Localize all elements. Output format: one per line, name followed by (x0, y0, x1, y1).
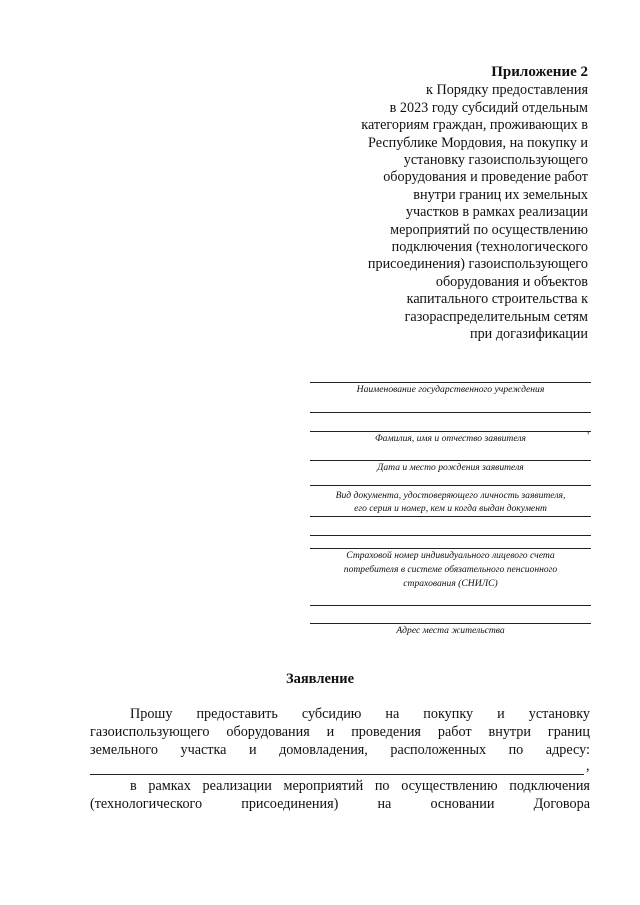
blank-line (310, 535, 591, 536)
body-word: Договора (533, 796, 590, 812)
address-caption: Адрес места жительства (396, 625, 505, 636)
institution-line (310, 382, 591, 383)
body-word: и (497, 706, 505, 722)
appendix-line: Республике Мордовия, на покупку и (368, 134, 588, 151)
body-word: оборудования (226, 724, 310, 740)
body-word: покупку (423, 706, 474, 722)
body-word: на (377, 796, 392, 812)
id-doc-caption-2: его серия и номер, кем и когда выдан документ (354, 503, 547, 514)
body-line-2 (90, 724, 590, 741)
address-fill-line (90, 774, 584, 775)
appendix-title: Приложение 2 (491, 64, 588, 80)
body-word: работ (437, 724, 472, 740)
appendix-line: газораспределительным сетям (404, 308, 588, 325)
body-word: по (374, 778, 390, 794)
body-word: земельного (90, 742, 158, 758)
statement-heading: Заявление (285, 671, 355, 687)
appendix-line: оборудования и объектов (435, 273, 588, 290)
body-line-3 (90, 742, 590, 759)
body-word: основании (430, 796, 495, 812)
appendix-line: внутри границ их земельных (413, 186, 588, 203)
body-word: расположенных (390, 742, 487, 758)
body-line-5 (130, 778, 590, 795)
body-word: и (326, 724, 335, 740)
appendix-line: подключения (технологического (391, 239, 588, 256)
body-word: мероприятий (283, 778, 364, 794)
body-word: газоиспользующего (90, 724, 210, 740)
body-word: на (385, 706, 400, 722)
body-word: присоединения) (241, 796, 339, 812)
appendix-line: категориям граждан, проживающих в (361, 117, 588, 134)
appendix-line: мероприятий по осуществлению (390, 221, 588, 238)
fill-comma: , (586, 758, 590, 774)
id-doc-underline (310, 516, 591, 517)
appendix-line: установку газоиспользующего (403, 152, 588, 169)
appendix-line: участков в рамках реализации (405, 204, 588, 221)
body-word: установку (528, 706, 590, 722)
body-line-6 (90, 796, 590, 813)
appendix-line: присоединения) газоиспользующего (367, 256, 588, 273)
body-word: подключения (509, 778, 590, 794)
appendix-line: в 2023 году субсидий отдельным (389, 99, 588, 116)
body-word: Прошу (130, 706, 173, 722)
body-word: предоставить (196, 706, 278, 722)
body-word: проведения (351, 724, 421, 740)
snils-caption-1: Страховой номер индивидуального лицевого счета (346, 550, 555, 561)
body-word: субсидию (301, 706, 362, 722)
appendix-line: при догазификации (470, 326, 588, 343)
appendix-block (288, 64, 588, 344)
body-word: в (130, 778, 137, 794)
body-word: рамках (148, 778, 191, 794)
body-word: осуществлению (401, 778, 498, 794)
stray-mark: ' (587, 431, 589, 442)
appendix-line: к Порядку предоставления (426, 82, 588, 99)
blank-line (310, 605, 591, 606)
birth-line (310, 460, 591, 461)
address-line (310, 623, 591, 624)
body-word: границ (547, 724, 590, 740)
birth-caption: Дата и место рождения заявителя (377, 462, 524, 473)
institution-caption: Наименование государственного учреждения (356, 384, 545, 395)
id-doc-line (310, 485, 591, 486)
snils-caption-3: страхования (СНИЛС) (403, 578, 498, 589)
body-word: домовладения, (279, 742, 368, 758)
body-word: внутри (488, 724, 531, 740)
body-word: и (248, 742, 257, 758)
body-line-1 (130, 706, 590, 723)
appendix-line: капитального строительства к (406, 291, 588, 308)
name-line (310, 431, 591, 432)
name-caption: Фамилия, имя и отчество заявителя (374, 433, 527, 444)
body-word: участка (180, 742, 227, 758)
appendix-line: оборудования и проведение работ (383, 169, 588, 186)
body-word: реализации (202, 778, 272, 794)
id-doc-caption-1: Вид документа, удостоверяющего личность заявителя, (335, 490, 566, 501)
snils-line (310, 548, 591, 549)
body-word: по (508, 742, 524, 758)
blank-line (310, 412, 591, 413)
body-word: (технологического (90, 796, 203, 812)
body-word: адресу: (545, 742, 590, 758)
snils-caption-2: потребителя в системе обязательного пенсионного (343, 564, 558, 575)
